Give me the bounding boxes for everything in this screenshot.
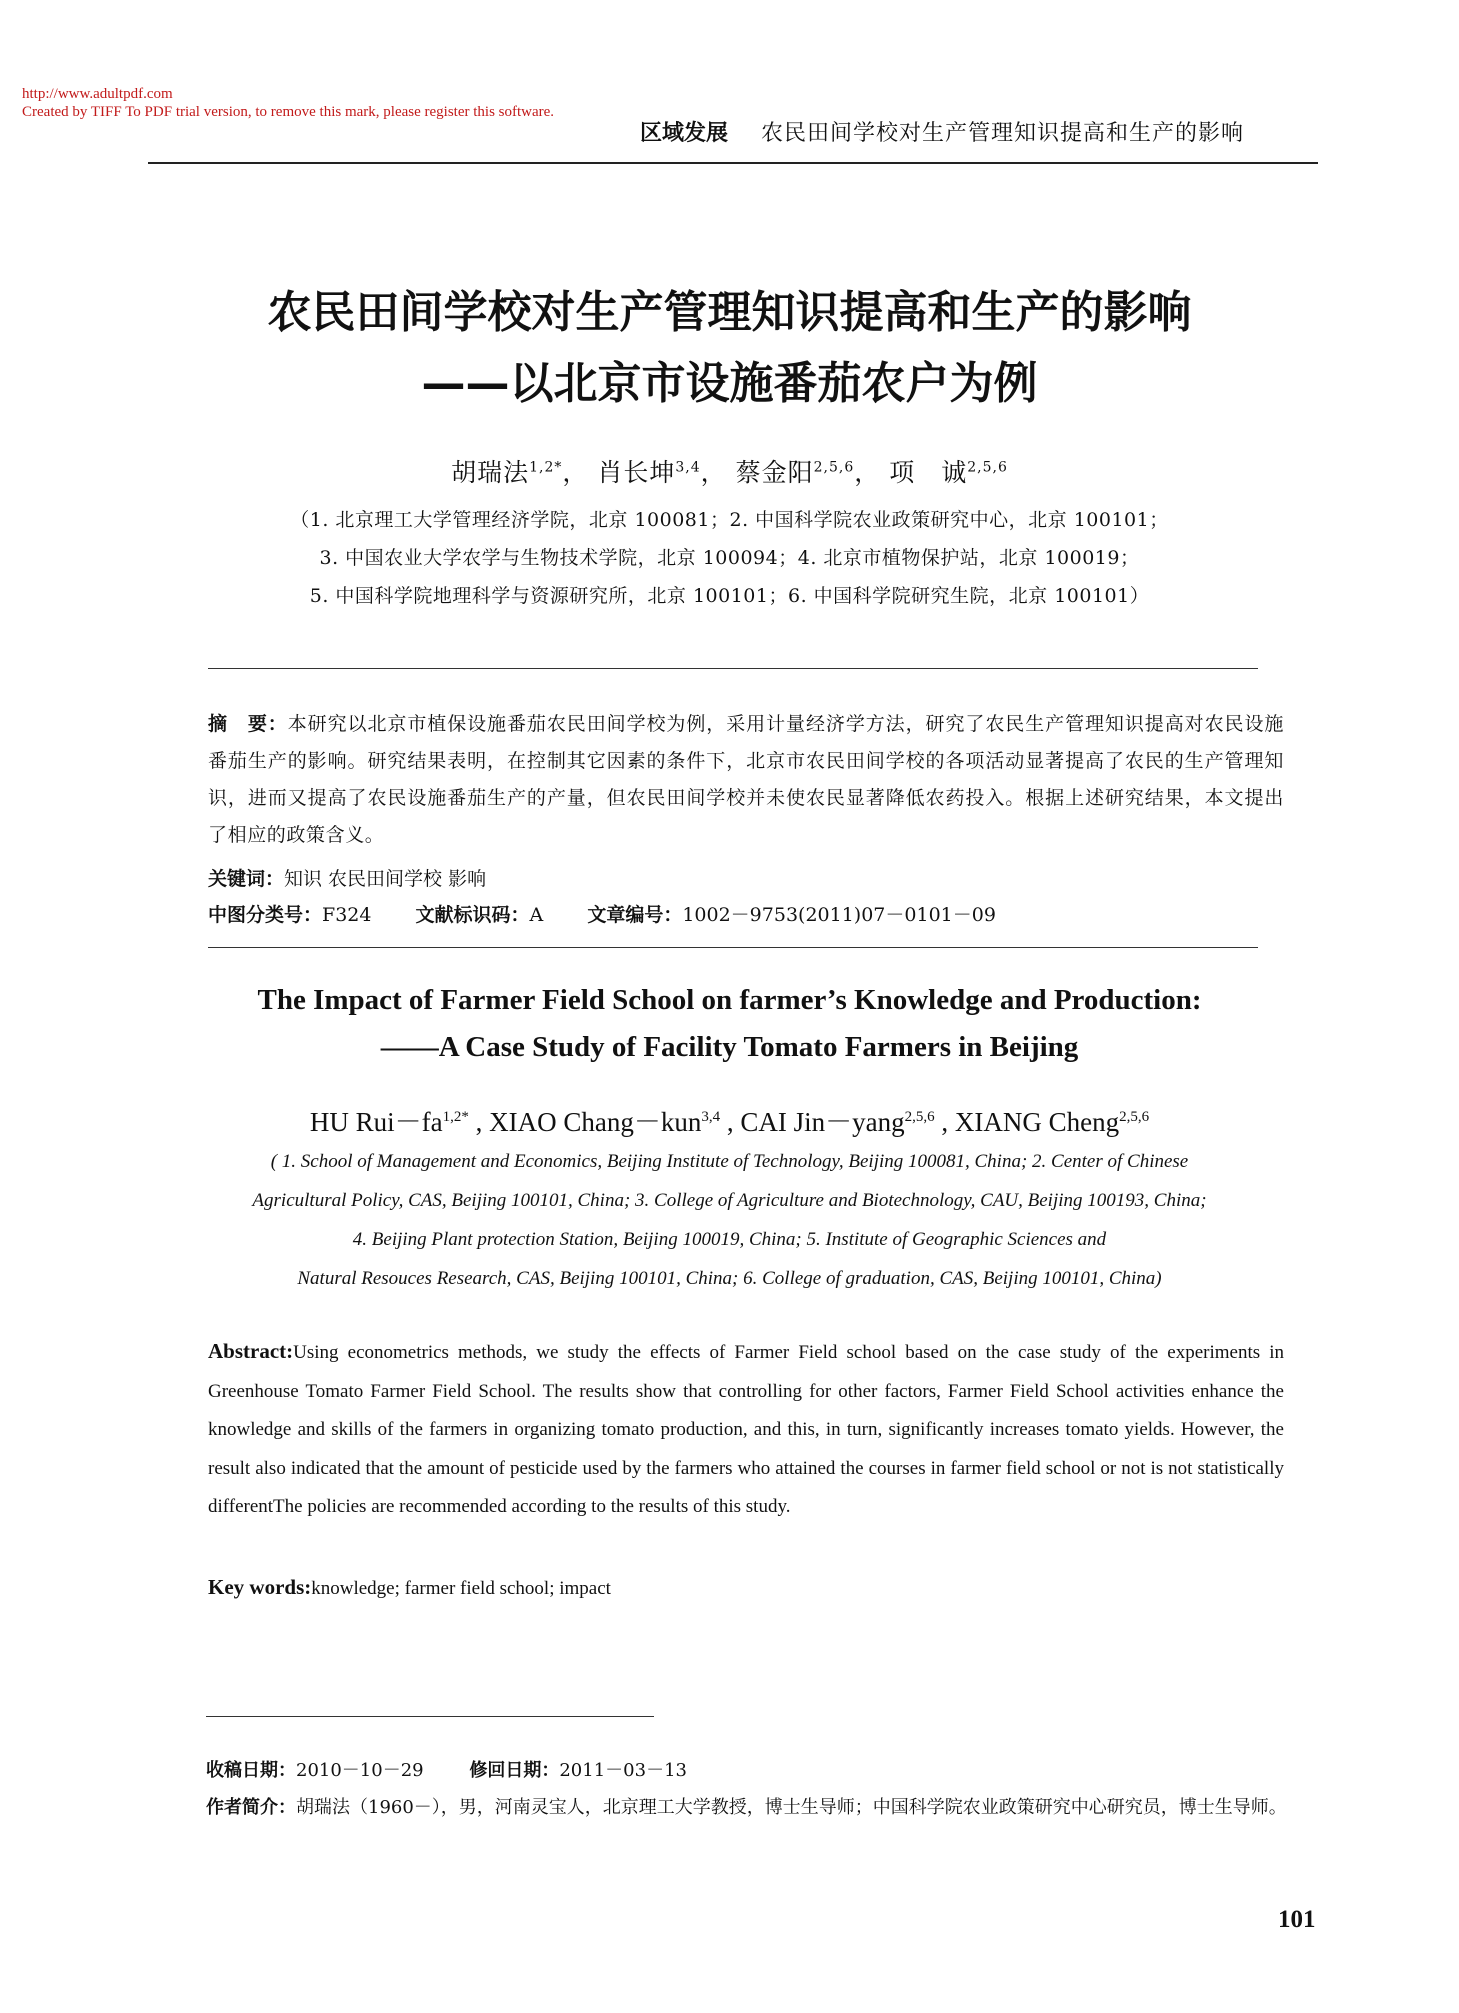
affiliation-cn: （1. 北京理工大学管理经济学院，北京 100081；2. 中国科学院农业政策研究中心，北京 100101；	[290, 509, 1169, 531]
author-name: 蔡金阳	[735, 458, 814, 487]
author-sep: ,	[468, 1107, 483, 1137]
watermark-url: http://www.adultpdf.com	[22, 86, 173, 102]
keywords-cn	[208, 864, 486, 891]
affiliation-en: Agricultural Policy, CAS, Beijing 100101, China; 3. College of Agriculture and Biotechnology, CAU, Beijing 100193, China;	[252, 1190, 1207, 1211]
authors-cn	[0, 453, 1459, 489]
running-head	[640, 116, 1244, 147]
received-date: 2010－10－29	[296, 1760, 424, 1781]
abstract-bottom-rule	[208, 947, 1258, 948]
doc-code	[416, 904, 544, 926]
author-sep: ,	[720, 1107, 734, 1137]
author-sup: 1,2*	[442, 1109, 469, 1125]
footnote-rule	[206, 1716, 654, 1717]
header-rule	[148, 162, 1318, 164]
affiliation-en: ( 1. School of Management and Economics, Beijing Institute of Technology, Beijing 100081, China; 2. Center of Chinese	[270, 1151, 1189, 1172]
author-sup: 2,5,6	[904, 1109, 935, 1125]
abstract-top-rule	[208, 668, 1258, 669]
author-sup: 2,5,6	[813, 459, 855, 476]
author-name: 胡瑞法	[451, 458, 530, 487]
article-value: 1002－9753(2011)07－0101－09	[682, 904, 996, 926]
author-sep: ，	[854, 458, 881, 487]
bio-label: 作者简介：	[206, 1797, 296, 1818]
author-name: XIANG Cheng	[954, 1107, 1120, 1137]
keywords-cn-text: 知识 农民田间学校 影响	[284, 868, 487, 890]
author-sep: ，	[562, 458, 589, 487]
bio-text: 胡瑞法（1960－），男，河南灵宝人，北京理工大学教授，博士生导师；中国科学院农业政策研究中心研究员，博士生导师。	[296, 1797, 1287, 1818]
revised-date: 2011－03－13	[559, 1760, 687, 1781]
affiliation-cn: 3. 中国农业大学农学与生物技术学院，北京 100094；4. 北京市植物保护站，北京 100019；	[319, 547, 1140, 569]
doc-label: 文献标识码：	[415, 904, 530, 926]
author-sup: 1,2*	[529, 459, 563, 476]
classification-line	[208, 900, 1034, 927]
running-head-section: 区域发展	[640, 121, 729, 146]
authors-en	[0, 1100, 1459, 1139]
clc-number	[208, 904, 371, 926]
footnote-author-bio	[206, 1793, 1287, 1819]
footnote-dates	[206, 1756, 687, 1782]
doc-value: A	[529, 904, 544, 926]
affiliation-en: Natural Resouces Research, CAS, Beijing 100101, China; 6. College of graduation, CAS, Beijing 100101, China)	[297, 1268, 1162, 1289]
author-name: 肖长坤	[597, 458, 676, 487]
author-name: CAI Jin－yang	[740, 1107, 905, 1137]
keywords-en-label: Key words:	[208, 1575, 312, 1599]
abstract-en-text: Using econometrics methods, we study the effects of Farmer Field school based on the case study of the experiments in Greenhouse Tomato Farmer Field School. The results show that controlling for other factors, Farmer Field School activities enhance the knowledge and skills of the farmers in organizing tomato production, and this, in turn, significantly increases tomato yields. However, the result also indicated that the amount of pesticide used by the farmers who attained the courses in farmer field school or not is not statistically differentThe policies are recommended according to the results of this study.	[208, 1342, 1284, 1517]
author-sup: 2,5,6	[1119, 1109, 1150, 1125]
author-sep: ，	[700, 458, 727, 487]
article-label: 文章编号：	[587, 904, 683, 926]
author-name: XIAO Chang－kun	[489, 1107, 702, 1137]
abstract-cn-text: 本研究以北京市植保设施番茄农民田间学校为例，采用计量经济学方法，研究了农民生产管理知识提高对农民设施番茄生产的影响。研究结果表明，在控制其它因素的条件下，北京市农民田间学校的各项活动显著提高了农民的生产管理知识，进而又提高了农民设施番茄生产的产量，但农民田间学校并未使农民显著降低农药投入。根据上述研究结果，本文提出了相应的政策含义。	[208, 713, 1284, 846]
author-sep: ,	[934, 1107, 949, 1137]
page-title-cn: 农民田间学校对生产管理知识提高和生产的影响	[267, 287, 1192, 338]
article-number	[587, 904, 996, 926]
page-number: 101	[1278, 1906, 1316, 1933]
author-sup: 3,4	[701, 1109, 721, 1125]
running-head-title: 农民田间学校对生产管理知识提高和生产的影响	[761, 121, 1245, 146]
abstract-en	[208, 1332, 1284, 1527]
page-subtitle-cn: ——以北京市设施番茄农户为例	[421, 358, 1038, 409]
keywords-en	[208, 1575, 611, 1600]
abstract-cn	[208, 706, 1284, 854]
author-name: 项 诚	[889, 458, 968, 487]
affiliation-en: 4. Beijing Plant protection Station, Beijing 100019, China; 5. Institute of Geographic Sciences and	[352, 1229, 1107, 1250]
page-subtitle-en: ——A Case Study of Facility Tomato Farmers in Beijing	[380, 1031, 1079, 1063]
author-name: HU Rui－fa	[309, 1107, 443, 1137]
abstract-en-label: Abstract:	[208, 1339, 294, 1363]
page-title-en: The Impact of Farmer Field School on farmer’s Knowledge and Production:	[257, 984, 1202, 1016]
author-sup: 2,5,6	[967, 459, 1008, 476]
clc-label: 中图分类号：	[208, 904, 323, 926]
keywords-en-text: knowledge; farmer field school; impact	[311, 1578, 611, 1599]
author-sup: 3,4	[675, 459, 701, 476]
clc-value: F324	[322, 904, 372, 926]
keywords-cn-label: 关键词：	[208, 868, 285, 890]
affiliation-cn: 5. 中国科学院地理科学与资源研究所，北京 100101；6. 中国科学院研究生院，北京 100101）	[309, 585, 1150, 607]
abstract-cn-label: 摘 要：	[208, 713, 288, 735]
received-label: 收稿日期：	[206, 1760, 296, 1781]
revised-label: 修回日期：	[469, 1760, 560, 1781]
watermark-notice: Created by TIFF To PDF trial version, to remove this mark, please register this software.	[22, 104, 555, 120]
